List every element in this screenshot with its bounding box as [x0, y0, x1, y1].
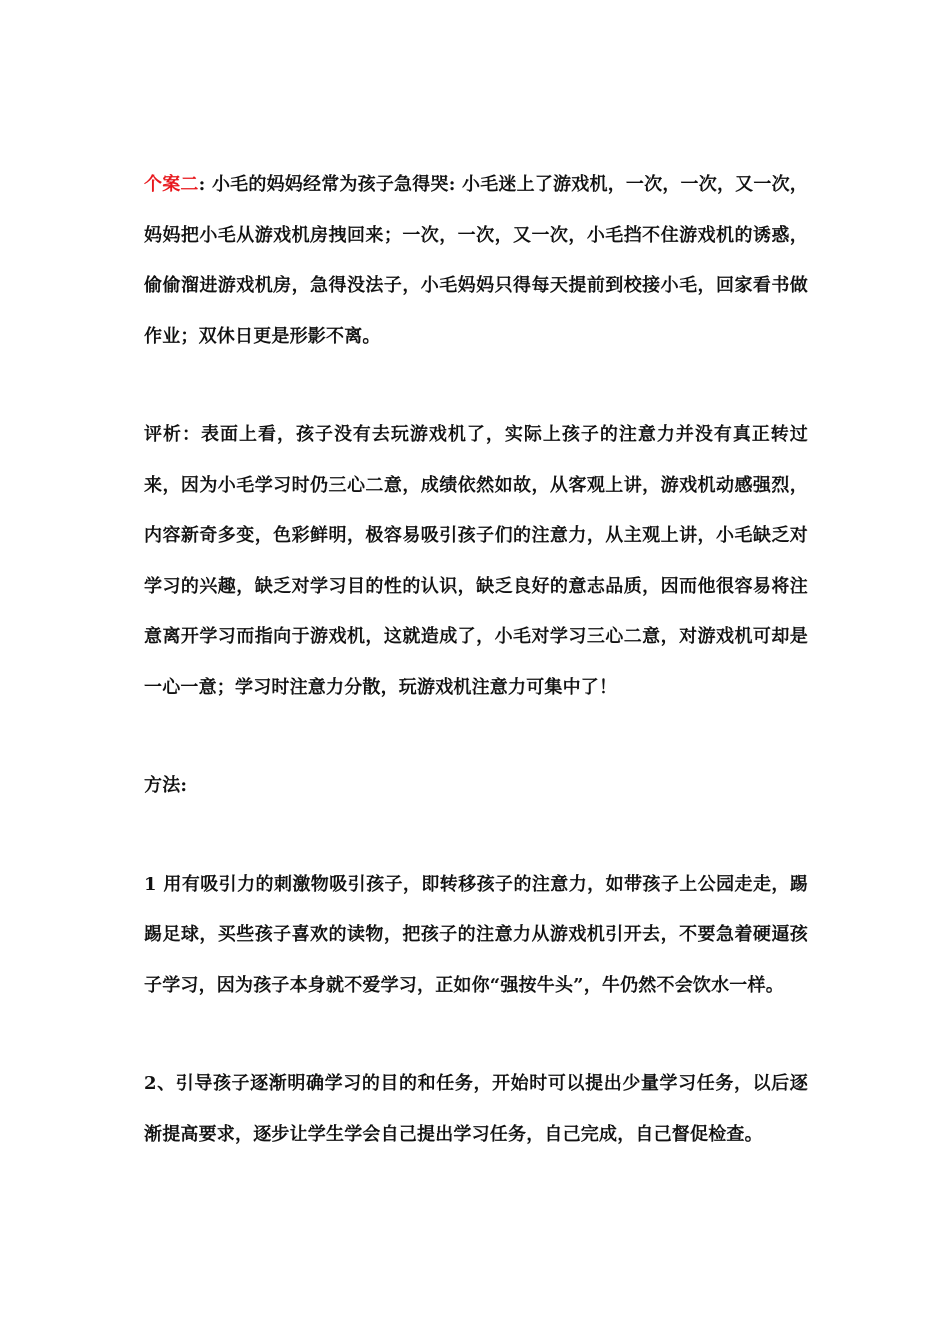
case-paragraph [144, 160, 808, 362]
case-label: 个案二 [144, 174, 199, 195]
method-item-1: 1 用有吸引力的刺激物吸引孩子，即转移孩子的注意力，如带孩子上公园走走，踢踢足球，买些孩子喜欢的读物，把孩子的注意力从游戏机引开去，不要急着硬逼孩子学习，因为孩子本身就不爱学习，正如你“强按牛头”，牛仍然不会饮水一样。 [144, 873, 808, 996]
analysis-paragraph: 评析：表面上看，孩子没有去玩游戏机了，实际上孩子的注意力并没有真正转过来，因为小毛学习时仍三心二意，成绩依然如故，从客观上讲，游戏机动感强烈，内容新奇多变，色彩鲜明，极容易吸引孩子们的注意力，从主观上讲，小毛缺乏对学习的兴趣，缺乏对学习目的性的认识，缺乏良好的意志品质，因而他很容易将注意离开学习而指向于游戏机，这就造成了，小毛对学习三心二意，对游戏机可却是一心一意；学习时注意力分散，玩游戏机注意力可集中了！ [144, 424, 808, 698]
method-item-2: 2、引导孩子逐渐明确学习的目的和任务，开始时可以提出少量学习任务，以后逐渐提高要求，逐步让学生学会自己提出学习任务，自己完成，自己督促检查。 [144, 1073, 808, 1145]
methods-heading: 方法: [144, 775, 188, 796]
document-page [144, 160, 808, 1160]
case-text: : 小毛的妈妈经常为孩子急得哭: 小毛迷上了游戏机，一次，一次，又一次，妈妈把小毛从游戏机房拽回来；一次，一次，又一次，小毛挡不住游戏机的诱惑，偷偷溜进游戏机房，急得没法子，小毛妈妈只得每天提前到校接小毛，回家看书做作业；双休日更是形影不离。 [144, 174, 808, 347]
